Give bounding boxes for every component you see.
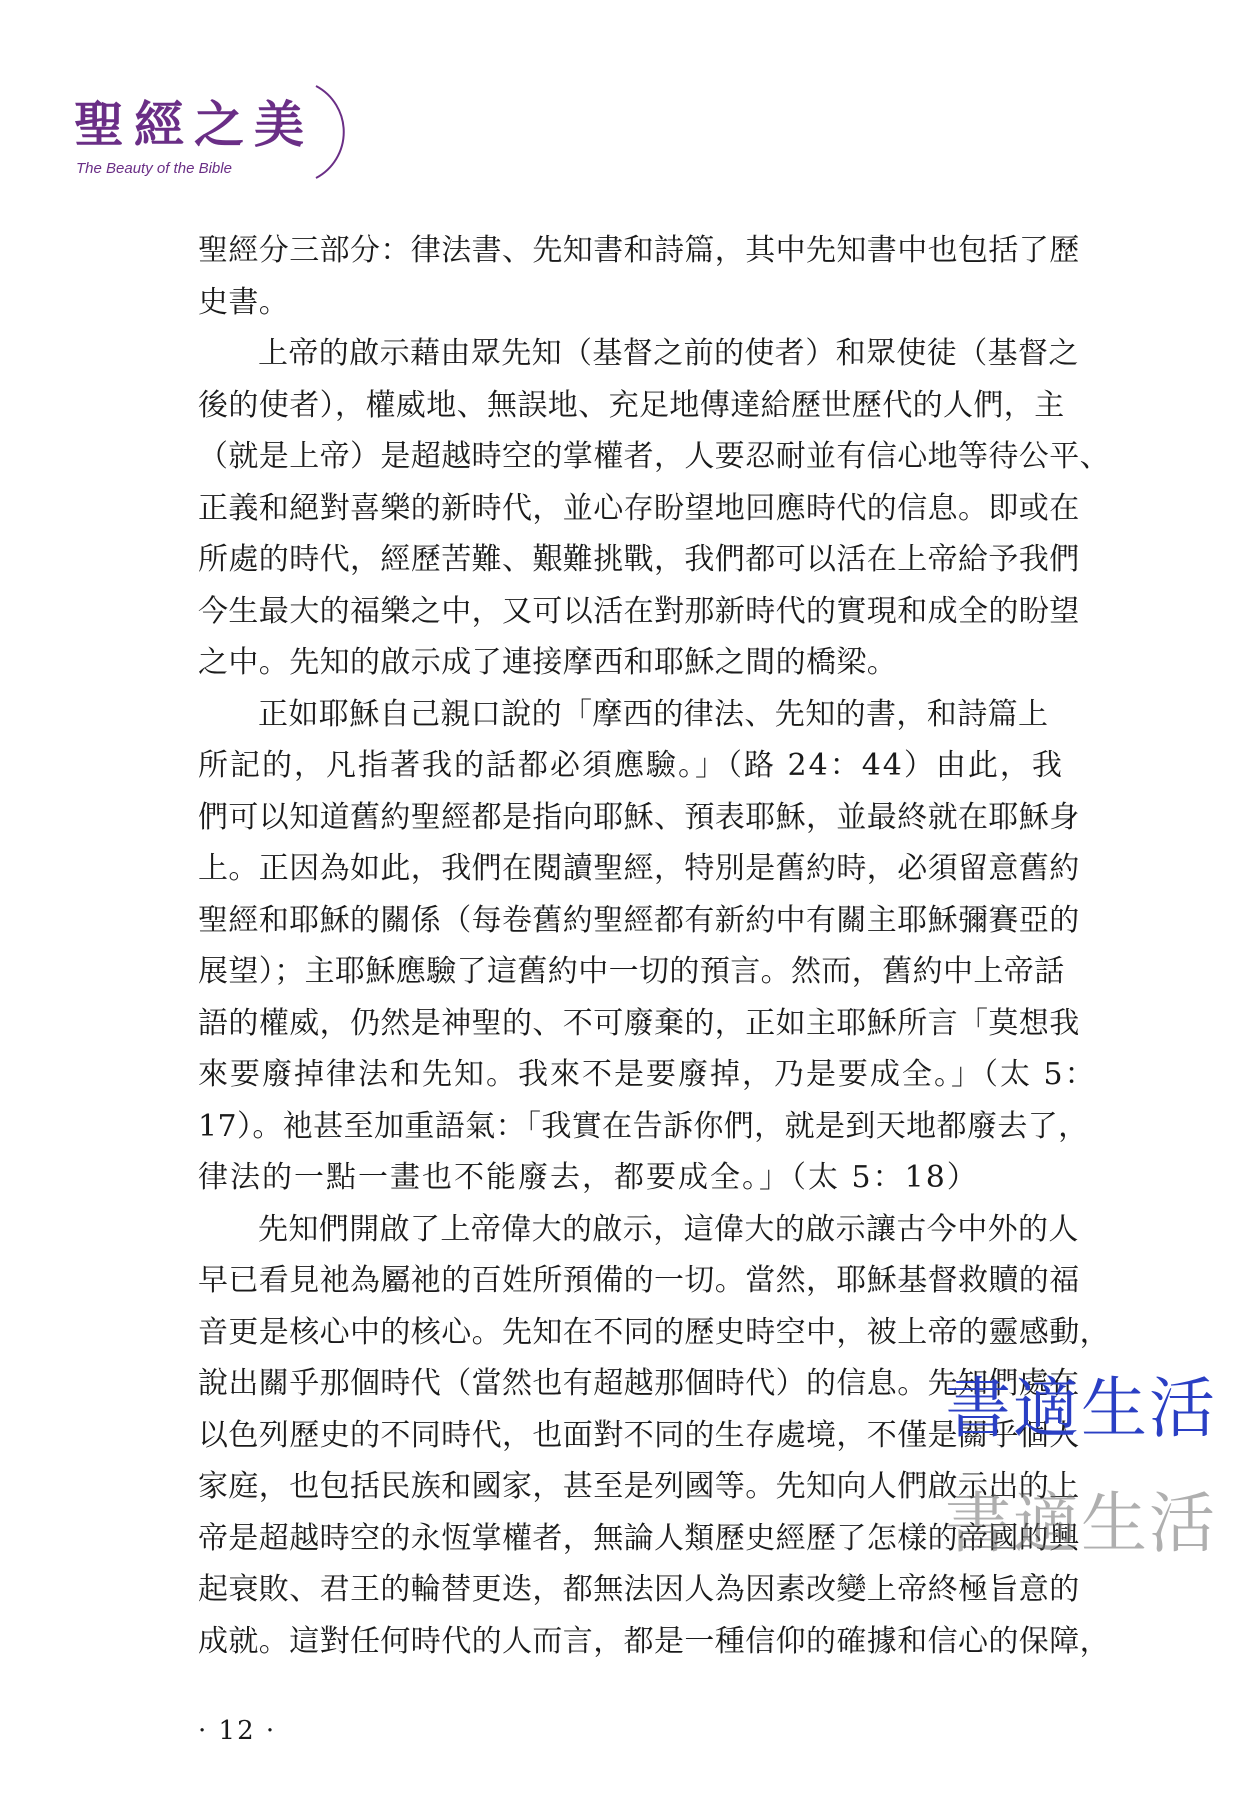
text-line: 正如耶穌自己親口說的「摩西的律法、先知的書，和詩篇上 [258, 696, 1049, 732]
page-number: · 12 · [198, 1716, 277, 1746]
text-line: 起衰敗、君王的輪替更迭，都無法因人為因素改變上帝終極旨意的 [198, 1572, 1080, 1607]
text-line: 之中。先知的啟示成了連接摩西和耶穌之間的橋梁。 [198, 645, 898, 680]
logo-title: 聖經之美 [74, 95, 314, 154]
text-line: 先知們開啟了上帝偉大的啟示，這偉大的啟示讓古今中外的人 [258, 1211, 1079, 1247]
watermark-primary: 書適生活 [945, 1370, 1217, 1447]
text-line: 帝是超越時空的永恆掌權者，無論人類歷史經歷了怎樣的帝國的興 [198, 1520, 1080, 1556]
text-line: 律法的一點一畫也不能廢去，都要成全。」（太 5：18） [198, 1160, 979, 1195]
text-line: 來要廢掉律法和先知。我來不是要廢掉，乃是要成全。」（太 5： [198, 1057, 1097, 1092]
text-line: （就是上帝）是超越時空的掌權者，人要忍耐並有信心地等待公平、 [198, 439, 1110, 474]
text-line: 上帝的啟示藉由眾先知（基督之前的使者）和眾使徒（基督之 [258, 336, 1079, 371]
book-logo [70, 78, 370, 188]
text-line: 正義和絕對喜樂的新時代，並心存盼望地回應時代的信息。即或在 [198, 490, 1080, 526]
text-line: 後的使者），權威地、無誤地、充足地傳達給歷世歷代的人們，主 [198, 387, 1065, 423]
text-line: 上。正因為如此，我們在閱讀聖經，特別是舊約時，必須留意舊約 [198, 851, 1080, 886]
text-line: 聖經分三部分：律法書、先知書和詩篇，其中先知書中也包括了歷 [198, 233, 1080, 268]
body-text [198, 225, 1114, 1667]
text-line: 史書。 [198, 284, 290, 320]
text-line: 聖經和耶穌的關係（每卷舊約聖經都有新約中有關主耶穌彌賽亞的 [198, 902, 1080, 938]
text-line: 家庭，也包括民族和國家，甚至是列國等。先知向人們啟示出的上 [198, 1469, 1080, 1504]
text-line: 展望）；主耶穌應驗了這舊約中一切的預言。然而，舊約中上帝話 [198, 954, 1065, 989]
text-line: 今生最大的福樂之中，又可以活在對那新時代的實現和成全的盼望 [198, 593, 1080, 629]
watermark-secondary: 書適生活 [945, 1485, 1217, 1562]
logo-subtitle: The Beauty of the Bible [76, 160, 232, 177]
text-line: 以色列歷史的不同時代，也面對不同的生存處境，不僅是關乎個人 [198, 1417, 1080, 1453]
text-line: 語的權威，仍然是神聖的、不可廢棄的，正如主耶穌所言「莫想我 [198, 1005, 1080, 1041]
text-line: 說出關乎那個時代（當然也有超越那個時代）的信息。先知們處在 [198, 1366, 1080, 1401]
text-line: 所記的，凡指著我的話都必須應驗。」（路 24：44）由此，我 [198, 748, 1064, 783]
text-line: 所處的時代，經歷苦難、艱難挑戰，我們都可以活在上帝給予我們 [198, 542, 1080, 577]
text-line: 成就。這對任何時代的人而言，都是一種信仰的確據和信心的保障， [198, 1623, 1110, 1659]
text-line: 早已看見祂為屬祂的百姓所預備的一切。當然，耶穌基督救贖的福 [198, 1263, 1080, 1298]
text-line: 音更是核心中的核心。先知在不同的歷史時空中，被上帝的靈感動， [198, 1314, 1110, 1350]
text-line: 17）。祂甚至加重語氣：「我實在告訴你們，就是到天地都廢去了， [198, 1108, 1089, 1144]
text-line: 們可以知道舊約聖經都是指向耶穌、預表耶穌，並最終就在耶穌身 [198, 799, 1080, 835]
